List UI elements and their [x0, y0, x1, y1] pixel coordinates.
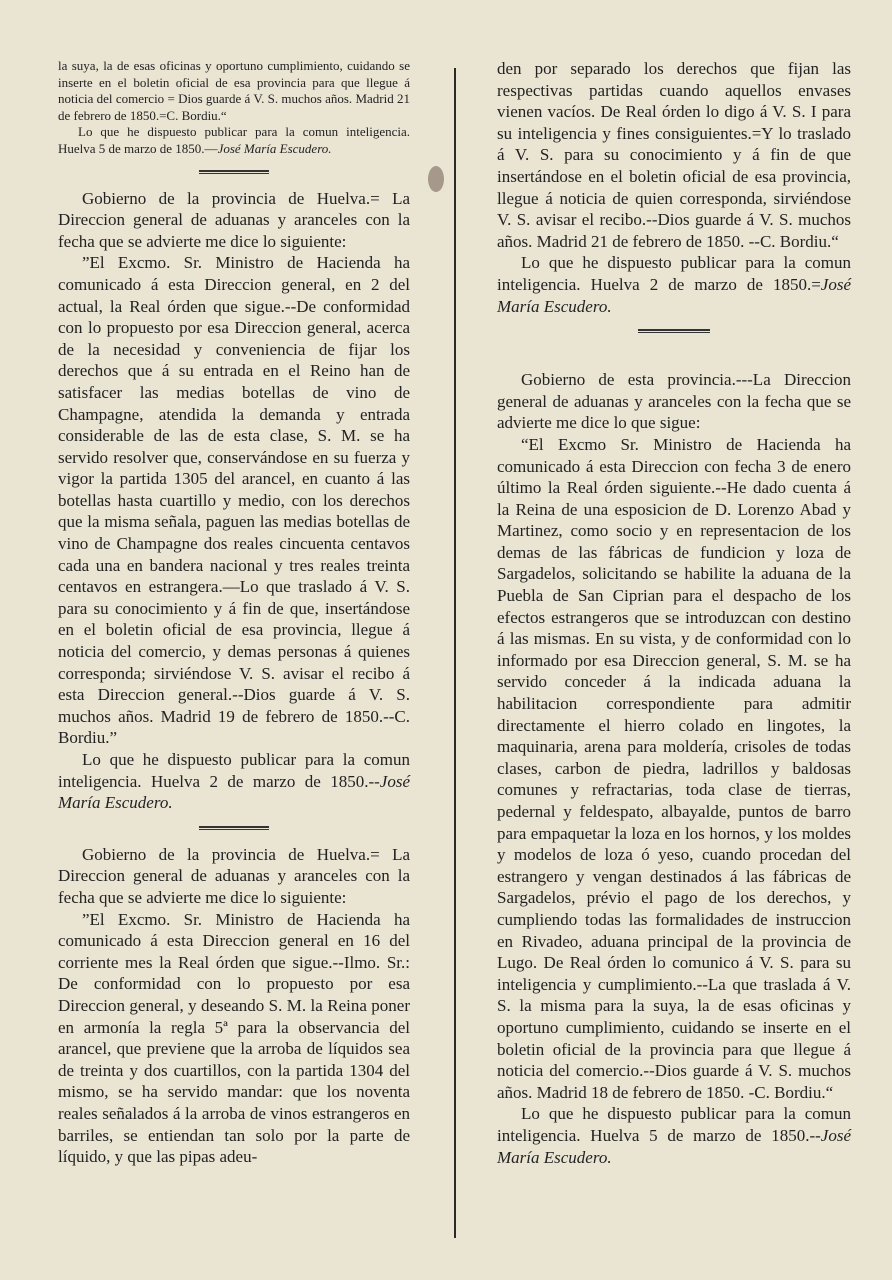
notice-heading-paragraph: Gobierno de la provincia de Huelva.= La Direccion general de aduanas y aranceles con la fecha que se advierte me dice lo siguiente: [58, 188, 410, 251]
right-final-closing-note [497, 1103, 851, 1168]
section-divider [199, 826, 269, 830]
closing-note-text: Lo que he dispuesto publicar para la comun inteligencia. Huelva 2 de marzo de 1850.= [497, 253, 851, 294]
signature: José María Escudero. [58, 771, 410, 813]
right-continuation-paragraph: den por separado los derechos que fijan las respectivas partidas cuando aquellos envases vienen vacíos. De Real órden lo digo á V. S. I para su inteligencia y fines consiguientes.=Y lo traslado á V. S. para su conocimiento y á fin de que insertándose en el boletin oficial de esa provincia, llegue á noticia de quien corresponda, sirviéndose V. S. avisar el recibo.--Dios guarde á V. S. muchos años. Madrid 21 de febrero de 1850. --C. Bordiu.“ [497, 59, 851, 251]
signature: José María Escudero. [497, 274, 851, 316]
royal-order-wine-barrels: ”El Excmo. Sr. Ministro de Hacienda ha comunicado á esta Direccion general en 16 del corriente mes la Real órden que sigue.--Ilmo. Sr.: De conformidad con lo propuesto por esa Direccion general, y deseando S. M. la Reina poner en armonía la regla 5ª para la observancia del arancel, que previene que la arroba de líquidos sea de treinta y dos cuartillos, con la partida 1304 del mismo, se ha servido mandar: que los noventa reales señalados á la arroba de vinos estrangeros en barriles, se entiendan tan solo por la parte de líquido, y que las pipas adeu- [58, 909, 410, 1167]
signature: José María Escudero. [217, 140, 332, 156]
royal-order-champagne: ”El Excmo. Sr. Ministro de Hacienda ha comunicado á esta Direccion general, en 2 del actual, la Real órden que sigue.--De conformidad con lo propuesto por esa Direccion general, acerca de la necesidad y conveniencia de fijar los derechos que á su entrada en el Reino han de satisfacer las medias botellas de vino de Champagne, atendida la demanda y entrada considerable de las de esta clase, S. M. se ha servido resolver que, conservándose en su fuerza y vigor la partida 1305 del arancel, en cuanto á las botellas hasta cuartillo y medio, con los derechos que la misma señala, paguen las medias botellas de vino de Champagne dos reales cincuenta centavos cada una en bandera nacional y tres reales treinta centavos en estrangera.—Lo que traslado á V. S. para su conocimiento y á fin de que, insertándose en el boletin oficial de esa provincia, llegue á noticia del comercio, y demas personas á quienes corresponda; sirviéndose V. S. avisar el recibo á esta Direccion general.--Dios guarde á V. S. muchos años. Madrid 19 de febrero de 1850.--C. Bordiu.” [58, 253, 410, 748]
column-rule [454, 68, 456, 1238]
royal-order-sargadelos: “El Excmo Sr. Ministro de Hacienda ha comunicado á esta Direccion con fecha 3 de enero último la Real órden siguiente.--He dado cuenta á la Reina de una esposicion de D. Lorenzo Abad y Martinez, como socio y en representacion de los demas de las fábricas de fundicion y loza de Sargadelos, solicitando se habilite la aduana de la Puebla de San Ciprian para el despacho de los efectos estrangeros que se introduzcan con destino á las mismas. En su vista, y de conformidad con lo informado por esa Direccion general, S. M. se ha servido conceder á la indicada aduana la habilitacion correspondiente para admitir directamente el hierro colado en lingotes, la maquinaria, arena para moldería, crisoles de todas clases, carbon de piedra, ladrillos y baldosas comunes y refractarias, toda clase de tierras, pedernal y feldespato, albayalde, puntos de barro para empaquetar la loza en los hornos, y los moldes y modelos de loza ó yeso, cuando procedan del estrangero y vengan destinados á las fábricas de Sargadelos, prévio el pago de los derechos, y cumpliendo todas las formalidades de instruccion en Rivadeo, aduana principal de la provincia de Lugo. De Real órden lo comunico á V. S. para su inteligencia y cumplimiento.--La que traslada á V. S. la misma para la suya, la de esas oficinas y oportuno cumplimiento, cuidando se inserte en el boletin oficial de la provincia para que llegue á noticia del comercio.--Dios guarde á V. S. muchos años. Madrid 18 de febrero de 1850. -C. Bordiu.“ [497, 434, 851, 1102]
signature: José María Escudero. [497, 1125, 851, 1167]
closing-note-text: Lo que he dispuesto publicar para la comun inteligencia. Huelva 2 de marzo de 1850.-- [58, 750, 410, 791]
right-closing-note [497, 252, 851, 317]
left-closing-note [58, 749, 410, 814]
section-divider [199, 170, 269, 174]
notice-heading-paragraph: Gobierno de la provincia de Huelva.= La Direccion general de aduanas y aranceles con la fecha que se advierte me dice lo siguiente: [58, 844, 410, 907]
ink-stain [428, 166, 444, 192]
closing-note-text: Lo que he dispuesto publicar para la comun inteligencia. Huelva 5 de marzo de 1850.— [58, 124, 410, 156]
left-column [58, 58, 410, 1168]
closing-note-text: Lo que he dispuesto publicar para la comun inteligencia. Huelva 5 de marzo de 1850.-- [497, 1104, 851, 1145]
left-closing-note-small [58, 124, 410, 157]
left-continuation-paragraph: la suya, la de esas oficinas y oportuno cumplimiento, cuidando se inserte en el boletin oficial de esa provincia para que llegue á noticia del comercio = Dios guarde á V. S. muchos años. Madrid 21 de febrero de 1850.=C. Bordiu.“ [58, 58, 410, 123]
section-divider [638, 329, 710, 333]
notice-heading-paragraph: Gobierno de esta provincia.---La Direccion general de aduanas y aranceles con la fecha que se advierte me dice lo que sigue: [497, 370, 851, 433]
right-column [497, 58, 851, 1168]
spacer [497, 347, 851, 369]
